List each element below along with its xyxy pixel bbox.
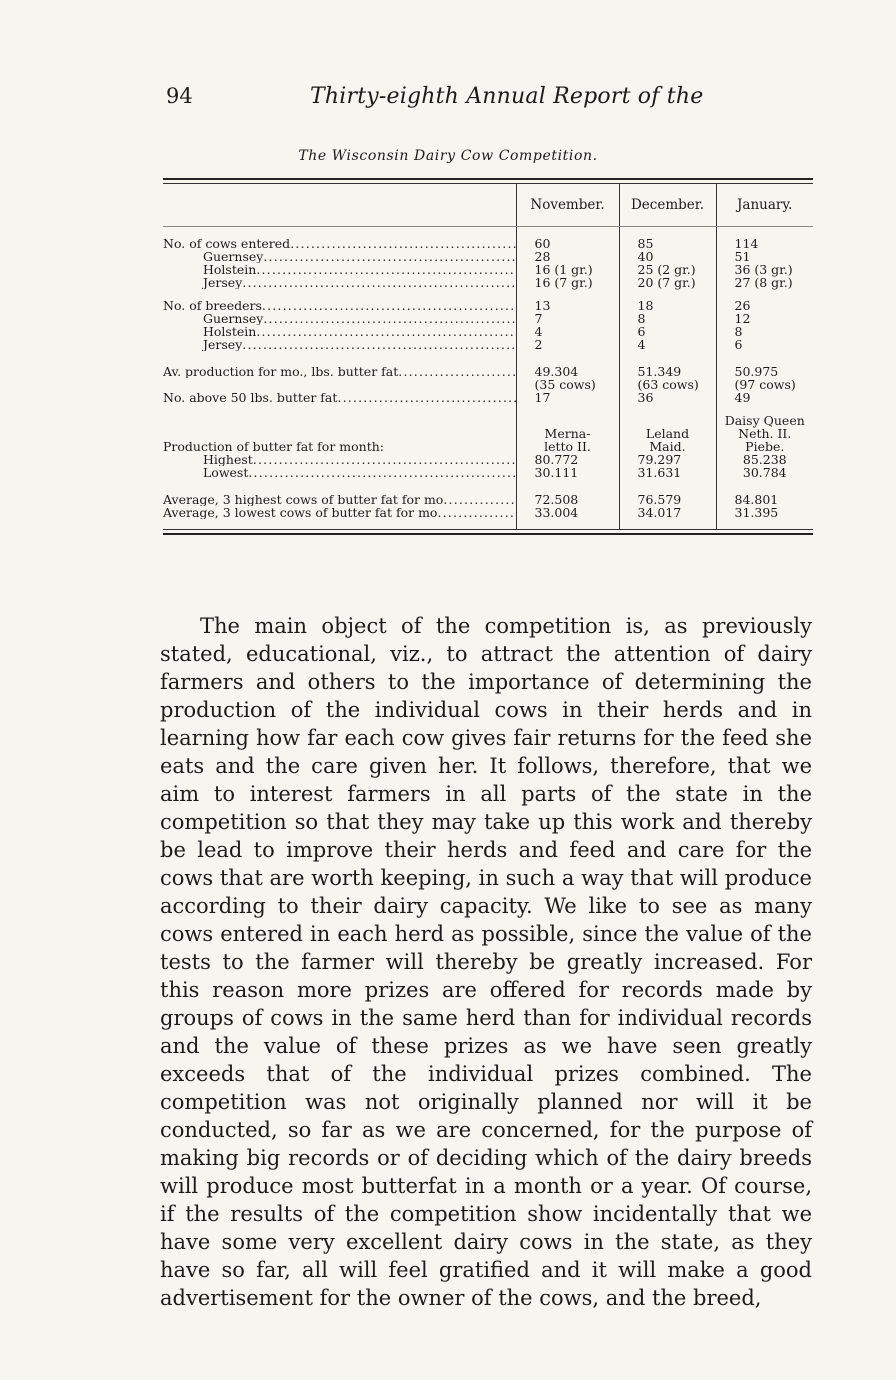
table-row bbox=[163, 391, 813, 404]
cow-name-cell: Piebe. bbox=[716, 440, 813, 453]
table-cell: 85 bbox=[619, 237, 716, 250]
paragraph-text: The main object of the competition is, as previously stated, educational, viz., to attract the attention of dairy farmers and others to the importance of determining the production of the individual cows in their herds and in learning how far each cow gives fair returns for the feed she eats and the care given her. It follows, therefore, that we aim to interest farmers in all parts of the state in the competition so that they may take up this work and thereby be lead to improve their herds and feed and care for the cows that are worth keeping, in such a way that will produce according to their dairy capacity. We like to see as many cows entered in each herd as possible, since the value of the tests to the farmer will thereby be greatly increased. For this reason more prizes are offered for records made by groups of cows in the same herd than for individual records and the value of these prizes as we have seen greatly exceeds that of the individual prizes combined. The competition was not originally planned nor will it be conducted, so far as we are concerned, for the purpose of making big records or of deciding which of the dairy breeds will produce most butterfat in a month or a year. Of course, if the results of the competition show incidentally that we have some very excellent dairy cows in the state, as they have so far, all will feel gratified and it will make a good advertisement for the owner of the cows, and the breed, bbox=[160, 614, 812, 1310]
row-label: Av. production for mo., lbs. butter fat bbox=[163, 365, 399, 378]
table-cell: 26 bbox=[716, 299, 813, 312]
row-label: No. of breeders bbox=[163, 299, 262, 312]
table-cell: 18 bbox=[619, 299, 716, 312]
table-row bbox=[163, 414, 813, 427]
table-row bbox=[163, 263, 813, 276]
cow-name-cell: letto II. bbox=[516, 440, 619, 453]
row-label: No. of cows entered bbox=[163, 237, 291, 250]
table-cell: 84.801 bbox=[716, 493, 813, 506]
table-cell: (35 cows) bbox=[516, 378, 619, 391]
table-bottom-rule bbox=[163, 533, 813, 535]
table-row bbox=[163, 466, 813, 479]
table-cell: 6 bbox=[716, 338, 813, 351]
table-row bbox=[163, 493, 813, 506]
table-cell: 17 bbox=[516, 391, 619, 404]
table-cell: 6 bbox=[619, 325, 716, 338]
body-paragraph bbox=[160, 612, 812, 1312]
table-row bbox=[163, 250, 813, 263]
col-header-january: January. bbox=[716, 184, 813, 227]
table-cell: 49.304 bbox=[516, 365, 619, 378]
table-cell: 8 bbox=[619, 312, 716, 325]
table-row bbox=[163, 378, 813, 391]
table-cell: 20 (7 gr.) bbox=[619, 276, 716, 289]
row-label: Lowest bbox=[203, 466, 249, 479]
row-label: Jersey bbox=[203, 276, 243, 289]
table-cell: 40 bbox=[619, 250, 716, 263]
table-cell: 49 bbox=[716, 391, 813, 404]
table-cell: 50.975 bbox=[716, 365, 813, 378]
table-cell: 28 bbox=[516, 250, 619, 263]
table-cell: 27 (8 gr.) bbox=[716, 276, 813, 289]
cow-name-cell: Neth. II. bbox=[716, 427, 813, 440]
table-row bbox=[163, 276, 813, 289]
running-title: Thirty-eighth Annual Report of the bbox=[310, 84, 704, 109]
table-row bbox=[163, 427, 813, 440]
table-cell: 114 bbox=[716, 237, 813, 250]
table-cell: 8 bbox=[716, 325, 813, 338]
table-top-rule bbox=[163, 178, 813, 180]
row-label: Jersey bbox=[203, 338, 243, 351]
col-header-december: December. bbox=[619, 184, 716, 227]
table-cell: 16 (7 gr.) bbox=[516, 276, 619, 289]
table-cell: 72.508 bbox=[516, 493, 619, 506]
table-cell: 30.111 bbox=[516, 466, 619, 479]
cow-name-cell: Leland bbox=[619, 427, 716, 440]
table-row bbox=[163, 325, 813, 338]
table-row bbox=[163, 237, 813, 250]
table-cell: 79.297 bbox=[619, 453, 716, 466]
table-cell: (63 cows) bbox=[619, 378, 716, 391]
table-cell: 7 bbox=[516, 312, 619, 325]
table-cell: 85.238 bbox=[716, 453, 813, 466]
table-row bbox=[163, 338, 813, 351]
table-row bbox=[163, 440, 813, 453]
row-label: Holstein bbox=[203, 325, 257, 338]
table-row bbox=[163, 365, 813, 378]
row-label: Holstein bbox=[203, 263, 257, 276]
row-label: Highest bbox=[203, 453, 253, 466]
table-cell: 2 bbox=[516, 338, 619, 351]
table-caption: The Wisconsin Dairy Cow Competition. bbox=[298, 148, 598, 164]
table-cell: 80.772 bbox=[516, 453, 619, 466]
table-row bbox=[163, 506, 813, 519]
cow-name-cell: Merna- bbox=[516, 427, 619, 440]
table-cell: 4 bbox=[619, 338, 716, 351]
header-blank bbox=[163, 184, 516, 227]
cow-name-cell: Maid. bbox=[619, 440, 716, 453]
table-cell: 34.017 bbox=[619, 506, 716, 519]
table-cell: 16 (1 gr.) bbox=[516, 263, 619, 276]
table-bottom-rule-thin bbox=[163, 529, 813, 530]
table-cell: 31.395 bbox=[716, 506, 813, 519]
table-row bbox=[163, 453, 813, 466]
table-cell: 51 bbox=[716, 250, 813, 263]
table-cell: 25 (2 gr.) bbox=[619, 263, 716, 276]
table-cell: (97 cows) bbox=[716, 378, 813, 391]
row-label: Average, 3 highest cows of butter fat for mo bbox=[163, 493, 444, 506]
table-cell: 60 bbox=[516, 237, 619, 250]
page-number: 94 bbox=[166, 84, 193, 108]
table-row bbox=[163, 312, 813, 325]
table-cell: 13 bbox=[516, 299, 619, 312]
cow-name-cell: Daisy Queen bbox=[716, 414, 813, 427]
table-cell: 36 bbox=[619, 391, 716, 404]
table-cell: 31.631 bbox=[619, 466, 716, 479]
col-header-november: November. bbox=[516, 184, 619, 227]
table-cell: 36 (3 gr.) bbox=[716, 263, 813, 276]
table-cell: 4 bbox=[516, 325, 619, 338]
table-cell: 76.579 bbox=[619, 493, 716, 506]
data-table bbox=[163, 184, 813, 529]
table-cell: 12 bbox=[716, 312, 813, 325]
row-label: Average, 3 lowest cows of butter fat for mo bbox=[163, 506, 438, 519]
row-label: Production of butter fat for month: bbox=[163, 440, 384, 453]
row-label: Guernsey bbox=[203, 250, 264, 263]
row-label: No. above 50 lbs. butter fat bbox=[163, 391, 338, 404]
table-cell: 33.004 bbox=[516, 506, 619, 519]
competition-table bbox=[163, 178, 813, 535]
row-label: Guernsey bbox=[203, 312, 264, 325]
header-row bbox=[163, 184, 813, 227]
table-cell: 51.349 bbox=[619, 365, 716, 378]
table-cell: 30.784 bbox=[716, 466, 813, 479]
table-row bbox=[163, 299, 813, 312]
